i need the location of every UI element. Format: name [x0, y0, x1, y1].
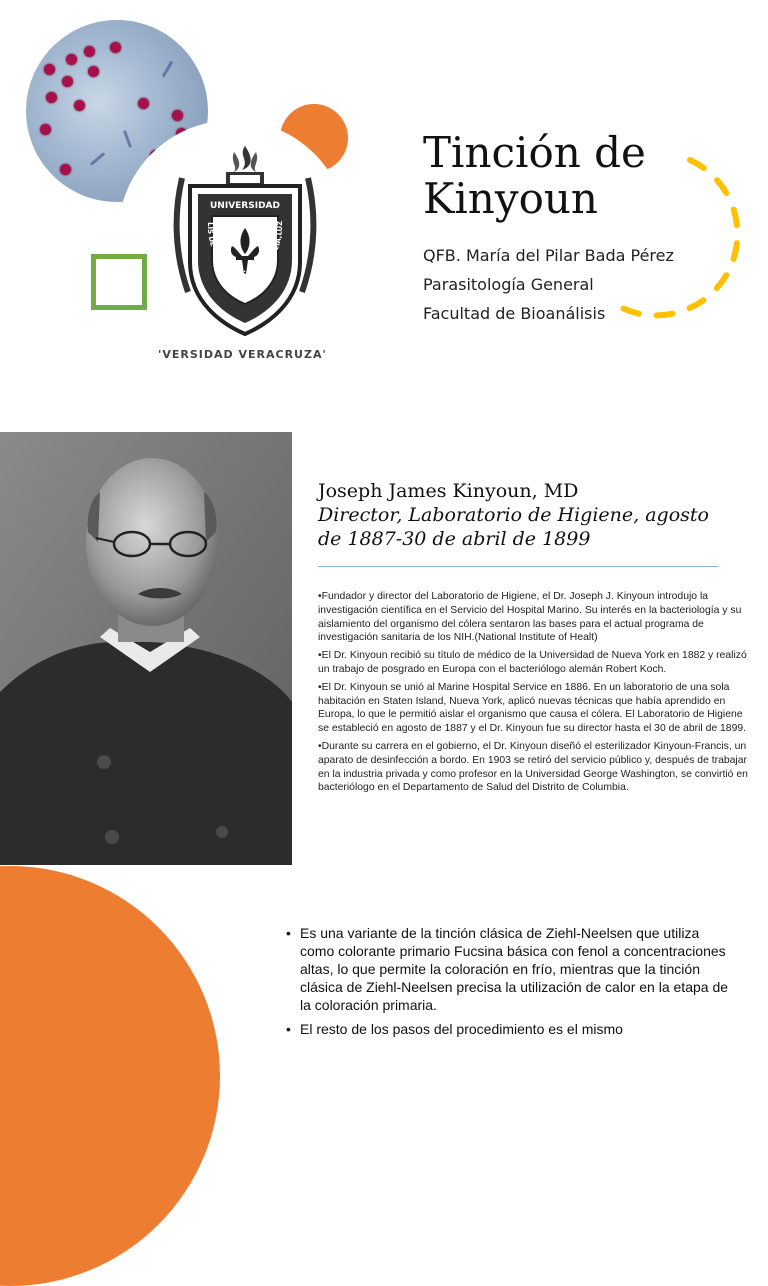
- bio-paragraph: •El Dr. Kinyoun recibió su título de médico de la Universidad de Nueva York en 1882 y realizó un trabajo de posgrado en Europa con el bacteriólogo alemán Robert Koch.: [318, 650, 747, 675]
- divider: [318, 566, 718, 567]
- author-name: QFB. María del Pilar Bada Pérez: [423, 246, 674, 265]
- course-name: Parasitología General: [423, 275, 594, 294]
- bio-paragraph: •Durante su carrera en el gobierno, el Dr. Kinyoun diseñó el esterilizador Kinyoun-Francis, un aparato de desinfección a bordo. En 1903 se retiró del servicio público y, después de trabajar en la industria privada y como profesor en la Universidad George Washington, se convirtió en bacteriólogo en el Departamento de Salud del Distrito de Columbia.: [318, 740, 748, 794]
- description-slide: [0, 866, 768, 1037]
- title-slide: [0, 0, 768, 410]
- bio-paragraph: •Fundador y director del Laboratorio de Higiene, el Dr. Joseph J. Kinyoun introdujo la investigación científica en el Servicio del Hospital Marino. Su interés en la bacteriología y su aislamiento del organismo del cólera sentaron las bases para el actual programa de investigación sanitaria de los NIH.(National Institute of Healt): [318, 591, 742, 644]
- orange-circle-decoration: [0, 866, 220, 1286]
- description-list: [286, 924, 736, 1044]
- bio-paragraphs: [318, 590, 748, 799]
- list-item: • Es una variante de la tinción clásica de Ziehl-Neelsen que utiliza como colorante primario Fucsina básica con fenol a concentraciones altas, lo que permite la coloración en frío, mientras que la tinción clásica de Ziehl-Neelsen precisa la utilización de calor en la etapa de la coloración primaria.: [286, 924, 736, 1014]
- bio-name: Joseph James Kinyoun, MD: [318, 480, 579, 502]
- seal-caption: 'VERSIDAD VERACRUZA': [158, 348, 327, 361]
- bio-paragraph: •El Dr. Kinyoun se unió al Marine Hospital Service en 1886. En un laboratorio de una sola habitación en Staten Island, Nueva York, aplicó nuevas técnicas que había aprendido en Europa, lo que le permitió aislar el organismo que causa el cólera. El Laboratorio de Higiene se estableció en agosto de 1887 y el Dr. Kinyoun fue su director hasta el 30 de abril de 1899.: [318, 681, 747, 735]
- yellow-dashed-arc-decoration: [590, 150, 740, 320]
- title-line-1: Tinción de: [423, 128, 646, 177]
- seal-top-text: UNIVERSIDAD: [210, 201, 280, 211]
- title-line-2: Kinyoun: [423, 174, 598, 223]
- list-item: • El resto de los pasos del procedimiento es el mismo: [286, 1020, 736, 1038]
- green-square-decoration: [91, 254, 147, 310]
- bio-role: Director, Laboratorio de Higiene, agosto de 1887-30 de abril de 1899: [318, 504, 709, 550]
- university-seal-logo: [168, 142, 322, 342]
- seal-ring-text: LIS DE VERACRUZ:ARTE,CIENCIA,LUZ: [205, 220, 285, 277]
- faculty-name: Facultad de Bioanálisis: [423, 304, 606, 323]
- biography-slide: [0, 432, 768, 868]
- kinyoun-portrait-photo: [0, 432, 292, 865]
